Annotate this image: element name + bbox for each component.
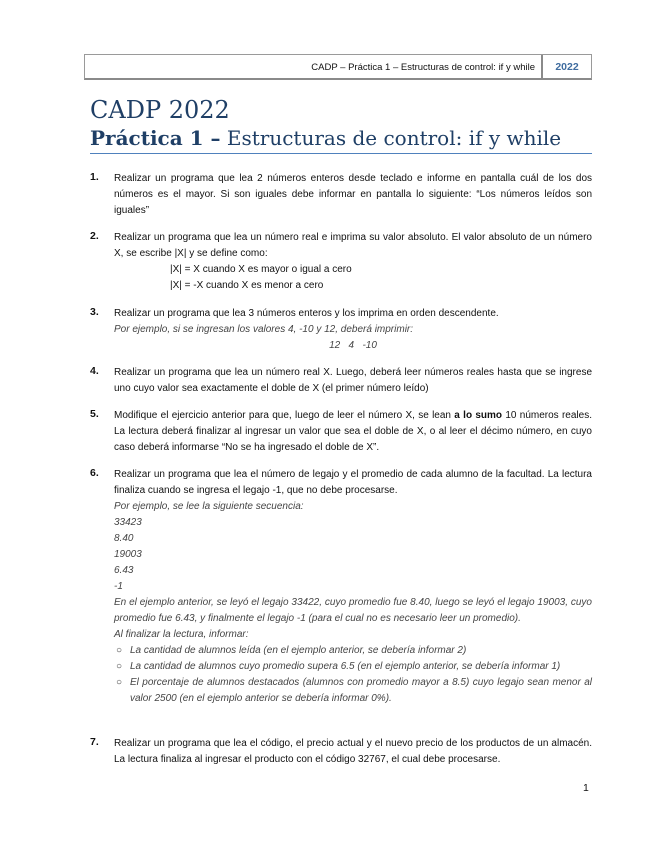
list-item [114,675,592,707]
header-year: 2022 [541,55,591,78]
example-explanation: En el ejemplo anterior, se leyó el legajo 33422, cuyo promedio fue 8.40, luego se leyó el legajo 19003, cuyo promedio fue 6.43, y finalmente el legajo -1 (para el cual no es necesario leer un promedio). [114,597,592,624]
bullet-circle-icon: ○ [116,677,123,688]
example-text: Por ejemplo, se lee la siguiente secuencia: [114,501,304,512]
bullet-text: La cantidad de alumnos cuyo promedio supera 6.5 (en el ejemplo anterior, se debería informar 1) [130,661,561,672]
informar-label: Al finalizar la lectura, informar: [114,629,249,640]
exercise-7 [90,736,592,768]
sequence-value: 33423 [114,517,142,528]
sequence-value: 6.43 [114,565,134,576]
header-text: CADP – Práctica 1 – Estructuras de control: if y while [311,62,535,73]
title-rule [90,153,592,154]
exercise-text: Realizar un programa que lea 2 números enteros desde teclado e informe en pantalla cuál de los dos números es el mayor. Si son iguales debe informar en pantalla lo siguiente: “Los números leídos son iguales” [114,173,592,216]
sequence-value: -1 [114,581,123,592]
sequence-value: 19003 [114,549,142,560]
exercise-1 [90,171,592,219]
list-item [114,643,592,659]
text-part: Modifique el ejercicio anterior para que, luego de leer el número X, se lean [114,410,455,421]
exercise-number: 5. [90,408,99,420]
definition-line-2: |X| = -X cuando X es menor a cero [170,280,324,291]
exercise-3 [90,306,592,354]
exercise-text: Realizar un programa que lea un número real e imprima su valor absoluto. El valor absoluto de un número X, se escribe |X| y se define como: [114,232,592,259]
bullet-circle-icon: ○ [116,645,123,656]
page-header [84,54,592,80]
exercise-number: 4. [90,365,99,377]
subtitle-rest: Estructuras de control: if y while [220,126,562,150]
definition-line-1: |X| = X cuando X es mayor o igual a cero [170,264,352,275]
exercise-number: 6. [90,467,99,479]
exercise-number: 1. [90,171,99,183]
subtitle-bold: Práctica 1 – [90,126,221,150]
text-part: 10 números reales. La lectura deberá finalizar al ingresar un valor que sea el doble de X, o al leer el décimo número, en cuyo caso deberá informarse “No se ha ingresado el doble de X”. [114,410,592,453]
page-number: 1 [583,782,589,794]
exercise-number: 2. [90,230,99,242]
exercise-6 [90,467,592,707]
exercise-5 [90,408,592,456]
text-bold: a lo sumo [454,410,503,421]
exercise-text: Realizar un programa que lea 3 números enteros y los imprima en orden descendente. [114,308,499,319]
exercise-text [114,408,592,456]
bullet-text: El porcentaje de alumnos destacados (alumnos con promedio mayor a 8.5) cuyo legajo sean menor al valor 2500 (en el ejemplo anterior se debería informar 0%). [130,677,592,704]
document-subtitle [90,126,561,150]
exercise-text: Realizar un programa que lea el número de legajo y el promedio de cada alumno de la facultad. La lectura finaliza cuando se ingresa el legajo -1, que no debe procesarse. [114,469,592,496]
exercise-text: Realizar un programa que lea un número real X. Luego, deberá leer números reales hasta que se ingrese uno cuyo valor sea exactamente el doble de X (el primer número leído) [114,367,592,394]
exercise-2 [90,230,592,294]
exercise-number: 3. [90,306,99,318]
bullet-text: La cantidad de alumnos leída (en el ejemplo anterior, se debería informar 2) [130,645,467,656]
exercise-text: Realizar un programa que lea el código, el precio actual y el nuevo precio de los productos de un almacén. La lectura finaliza al ingresar el producto con el código 32767, el cual debe procesarse. [114,738,592,765]
exercise-number: 7. [90,736,99,748]
document-title: CADP 2022 [90,96,230,124]
example-text: Por ejemplo, si se ingresan los valores 4, -10 y 12, deberá imprimir: [114,324,414,335]
sequence-value: 8.40 [114,533,134,544]
list-item [114,659,592,675]
bullet-circle-icon: ○ [116,661,123,672]
example-output: 12 4 -10 [329,340,377,351]
exercise-4 [90,365,592,397]
